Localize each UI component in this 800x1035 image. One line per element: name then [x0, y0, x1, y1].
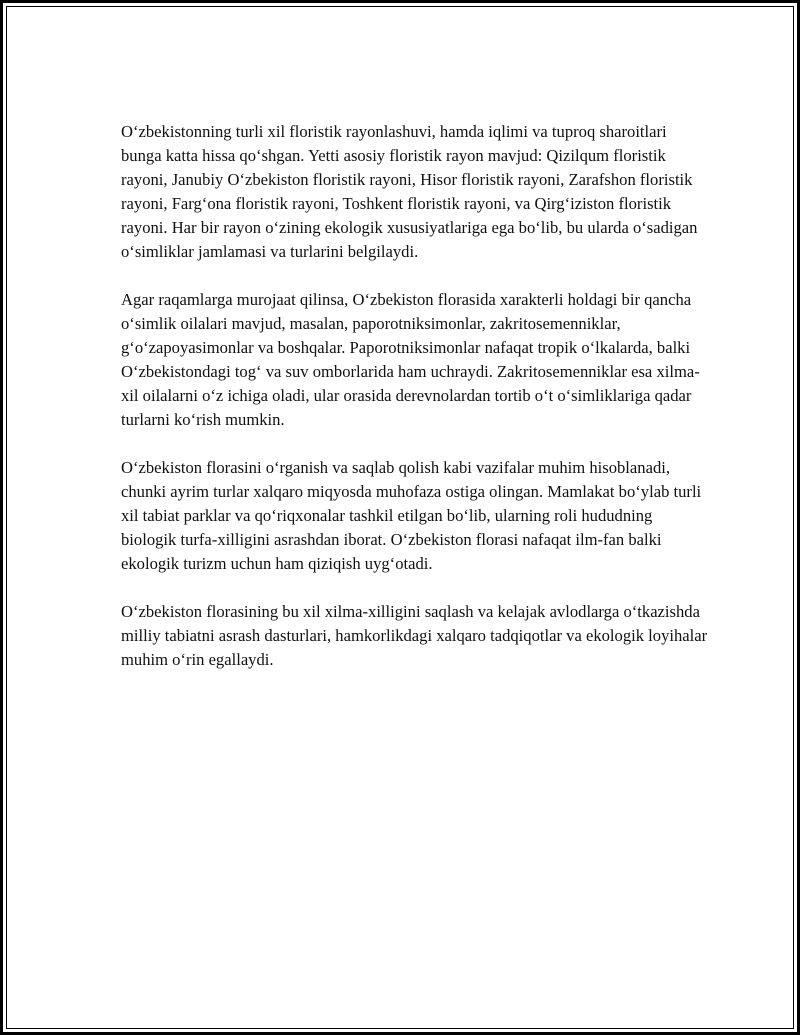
document-body — [121, 120, 711, 696]
paragraph-3: O‘zbekiston florasini o‘rganish va saqlab qolish kabi vazifalar muhim hisoblanadi, chunki ayrim turlar xalqaro miqyosda muhofaza ostiga olingan. Mamlakat bo‘ylab turli xil tabiat parklar va qo‘riqxonalar tashkil etilgan bo‘lib, ularning roli hududning biologik turfa-xilligini asrashdan iborat. O‘zbekiston florasi nafaqat ilm-fan balki ekologik turizm uchun ham qiziqish uyg‘otadi. — [121, 458, 702, 573]
paragraph-1: O‘zbekistonning turli xil floristik rayonlashuvi, hamda iqlimi va tuproq sharoitlari bunga katta hissa qo‘shgan. Yetti asosiy floristik rayon mavjud: Qizilqum floristik rayoni, Janubiy O‘zbekiston floristik rayoni, Hisor floristik rayoni, Zarafshon floristik rayoni, Farg‘ona floristik rayoni, Toshkent floristik rayoni, va Qirg‘iziston floristik rayoni. Har bir rayon o‘zining ekologik xususiyatlariga ega bo‘lib, bu ularda o‘sadigan o‘simliklar jamlamasi va turlarini belgilaydi. — [121, 122, 698, 261]
paragraph-4: O‘zbekiston florasining bu xil xilma-xilligini saqlash va kelajak avlodlarga o‘tkazishda milliy tabiatni asrash dasturlari, hamkorlikdagi xalqaro tadqiqotlar va ekologik loyihalar muhim o‘rin egallaydi. — [121, 602, 708, 669]
paragraph-2: Agar raqamlarga murojaat qilinsa, O‘zbekiston florasida xarakterli holdagi bir qancha o‘simlik oilalari mavjud, masalan, paporotniksimonlar, zakritosemenniklar, g‘o‘zapoyasimonlar va boshqalar. Paporotniksimonlar nafaqat tropik o‘lkalarda, balki O‘zbekistondagi tog‘ va suv omborlarida ham uchraydi. Zakritosemenniklar esa xilma-xil oilalarni o‘z ichiga oladi, ular orasida derevnolardan tortib o‘t o‘simliklariga qadar turlarni ko‘rish mumkin. — [121, 290, 700, 429]
